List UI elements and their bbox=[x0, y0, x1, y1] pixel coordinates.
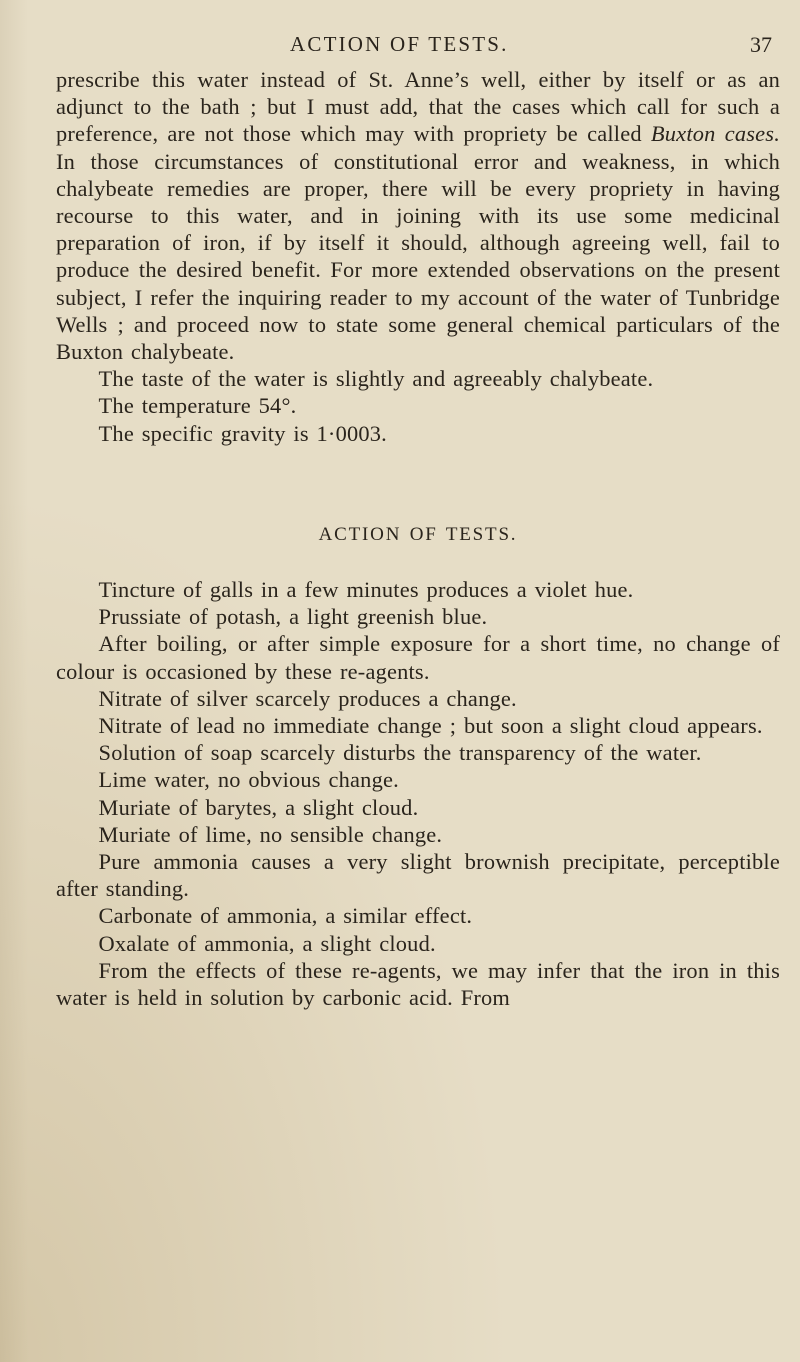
property-temperature: The temperature 54°. bbox=[98, 393, 297, 419]
test-paragraph: Nitrate of silver scarcely produces a change. bbox=[98, 685, 517, 711]
italic-term: Buxton cases. bbox=[650, 121, 780, 147]
test-paragraph: Prussiate of potash, a light greenish blue. bbox=[98, 604, 488, 630]
book-page bbox=[56, 28, 780, 1348]
intro-lead: prescribe this water instead of St. Anne’s well, either by itself or as an adjunct to the bath ; but I must add, that the cases which call for such a preference, are not those which may with propriety be called bbox=[56, 67, 780, 147]
test-paragraph: Oxalate of ammonia, a slight cloud. bbox=[98, 930, 436, 956]
test-paragraph: Solution of soap scarcely disturbs the transparency of the water. bbox=[98, 740, 702, 766]
test-paragraph: Pure ammonia causes a very slight brownish precipitate, perceptible after standing. bbox=[56, 849, 780, 902]
page-number: 37 bbox=[750, 32, 772, 57]
body-text bbox=[56, 66, 780, 1011]
test-paragraph: Nitrate of lead no immediate change ; but soon a slight cloud appears. bbox=[98, 713, 763, 739]
running-title: ACTION OF TESTS. bbox=[290, 32, 509, 56]
running-head bbox=[56, 28, 780, 66]
property-gravity: The specific gravity is 1·0003. bbox=[98, 420, 387, 446]
test-paragraph: Tincture of galls in a few minutes produces a violet hue. bbox=[98, 577, 634, 603]
test-paragraph: Muriate of barytes, a slight cloud. bbox=[98, 794, 419, 820]
property-taste: The taste of the water is slightly and agreeably chalybeate. bbox=[98, 366, 654, 392]
test-paragraph: Carbonate of ammonia, a similar effect. bbox=[98, 903, 473, 929]
section-heading: ACTION OF TESTS. bbox=[318, 523, 518, 545]
test-paragraph: Muriate of lime, no sensible change. bbox=[98, 821, 443, 847]
test-paragraph: Lime water, no obvious change. bbox=[98, 767, 399, 793]
test-paragraph: From the effects of these re-agents, we may infer that the iron in this water is held in solution by carbonic acid. From bbox=[56, 957, 780, 1011]
intro-rest: In those circumstances of constitutional error and weakness, in which chalybeate remedies are proper, there will be every propriety in having recourse to this water, and in joining with its use some medicinal preparation of iron, if by itself it should, although agreeing well, fail to produce the desired benefit. For more extended observations on the present subject, I refer the inquiring reader to my account of the water of Tunbridge Wells ; and proceed now to state some general chemical particulars of the Buxton chalybeate. bbox=[56, 148, 780, 365]
test-paragraph: After boiling, or after simple exposure for a short time, no change of colour is occasioned by these re-agents. bbox=[56, 631, 780, 684]
intro-paragraph bbox=[56, 66, 780, 365]
